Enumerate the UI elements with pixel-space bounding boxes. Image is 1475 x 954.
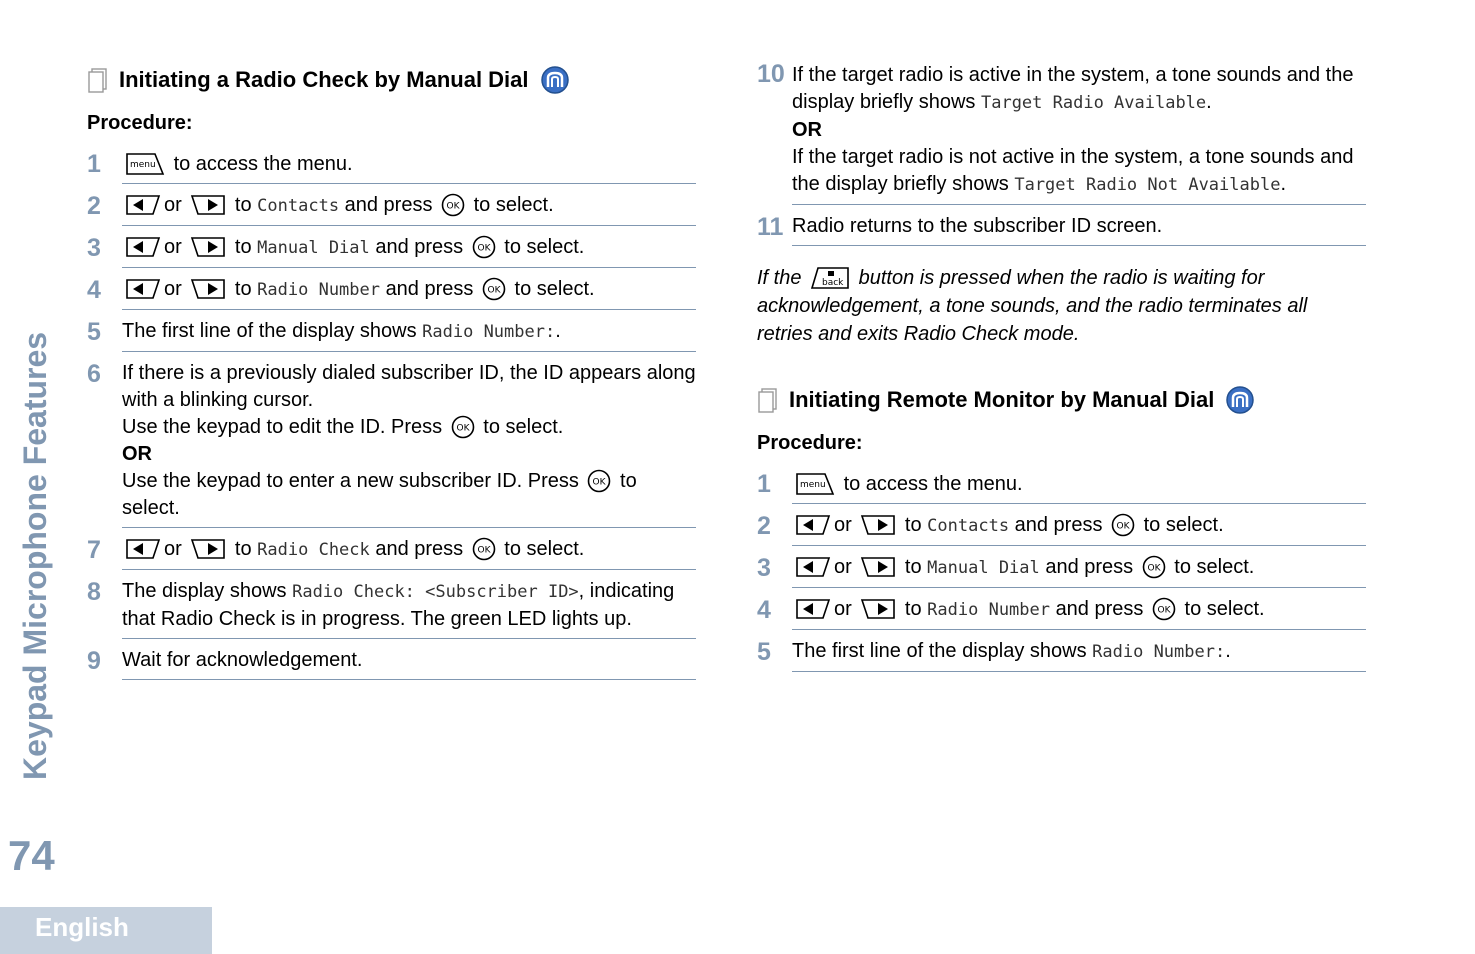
- ok-key-icon: [472, 537, 496, 561]
- right-arrow-key-icon: [860, 513, 896, 537]
- document-icon: [757, 387, 781, 413]
- step-8: 8 The display shows Radio Check: <Subscriber ID>, indicating that Radio Check is in progress. The green LED lights up.: [87, 570, 696, 639]
- step-11: 11 Radio returns to the subscriber ID screen.: [757, 205, 1366, 246]
- back-key-icon: [810, 266, 850, 290]
- section-heading-radio-check: [87, 62, 696, 98]
- ok-key-icon: [451, 415, 475, 439]
- procedure-label: Procedure:: [87, 112, 193, 134]
- left-column: [87, 62, 696, 680]
- ok-key-icon: [1142, 555, 1166, 579]
- ok-key-icon: [587, 469, 611, 493]
- note-text: If the back button is pressed when the radio is waiting for acknowledgement, a tone sounds, and the radio terminates all retries and exits Radio Check mode.: [757, 267, 1308, 345]
- left-arrow-key-icon: [795, 597, 831, 621]
- sidebar-section-title: Keypad Microphone Features: [17, 331, 53, 780]
- network-icon: [1226, 386, 1254, 414]
- svg-text:back: back: [822, 278, 844, 288]
- right-arrow-key-icon: [190, 277, 226, 301]
- language-tab: English: [0, 907, 212, 954]
- procedure-label: Procedure:: [757, 432, 863, 454]
- right-column: [757, 58, 1366, 672]
- rm-step-3: 3 or to Manual Dial and press to select.: [757, 546, 1366, 588]
- step-9: 9 Wait for acknowledgement.: [87, 639, 696, 680]
- ok-key-icon: [482, 277, 506, 301]
- ok-key-icon: [1152, 597, 1176, 621]
- left-arrow-key-icon: [125, 277, 161, 301]
- step-4: 4 or to Radio Number and press to select.: [87, 268, 696, 310]
- right-arrow-key-icon: [190, 537, 226, 561]
- menu-key-icon: [125, 150, 165, 176]
- left-arrow-key-icon: [795, 555, 831, 579]
- network-icon: [541, 66, 569, 94]
- step-3: 3 or to Manual Dial and press to select.: [87, 226, 696, 268]
- right-arrow-key-icon: [190, 193, 226, 217]
- heading-text: Initiating a Radio Check by Manual Dial: [119, 67, 529, 92]
- right-arrow-key-icon: [860, 597, 896, 621]
- left-arrow-key-icon: [125, 537, 161, 561]
- step-7: 7 or to Radio Check and press to select.: [87, 528, 696, 570]
- step-6: 6 If there is a previously dialed subscriber ID, the ID appears along with a blinking cursor. Use the keypad to edit the ID. Press to select. OR Use the keypad to enter a new subscriber ID. Press to select.: [87, 352, 696, 528]
- step-1: 1 to access the menu.: [87, 142, 696, 184]
- step-2: 2 or to Contacts and press to select.: [87, 184, 696, 226]
- left-arrow-key-icon: [125, 235, 161, 259]
- right-arrow-key-icon: [860, 555, 896, 579]
- ok-key-icon: [1111, 513, 1135, 537]
- menu-key-icon: [795, 470, 835, 496]
- rm-step-2: 2 or to Contacts and press to select.: [757, 504, 1366, 546]
- document-icon: [87, 67, 111, 93]
- left-arrow-key-icon: [125, 193, 161, 217]
- section-heading-remote-monitor: [757, 382, 1366, 418]
- rm-step-5: 5 The first line of the display shows Radio Number:.: [757, 630, 1366, 672]
- left-arrow-key-icon: [795, 513, 831, 537]
- rm-step-1: 1 to access the menu.: [757, 462, 1366, 504]
- heading-text: Initiating Remote Monitor by Manual Dial: [789, 387, 1215, 412]
- rm-step-4: 4 or to Radio Number and press to select.: [757, 588, 1366, 630]
- right-arrow-key-icon: [190, 235, 226, 259]
- ok-key-icon: [441, 193, 465, 217]
- step-5: 5 The first line of the display shows Radio Number:.: [87, 310, 696, 352]
- ok-key-icon: [472, 235, 496, 259]
- page-number: 74: [8, 832, 55, 879]
- step-10: 10 If the target radio is active in the system, a tone sounds and the display briefly shows Target Radio Available. OR If the target radio is not active in the system, a tone sounds and the display briefly shows Target Radio Not Available.: [757, 58, 1366, 205]
